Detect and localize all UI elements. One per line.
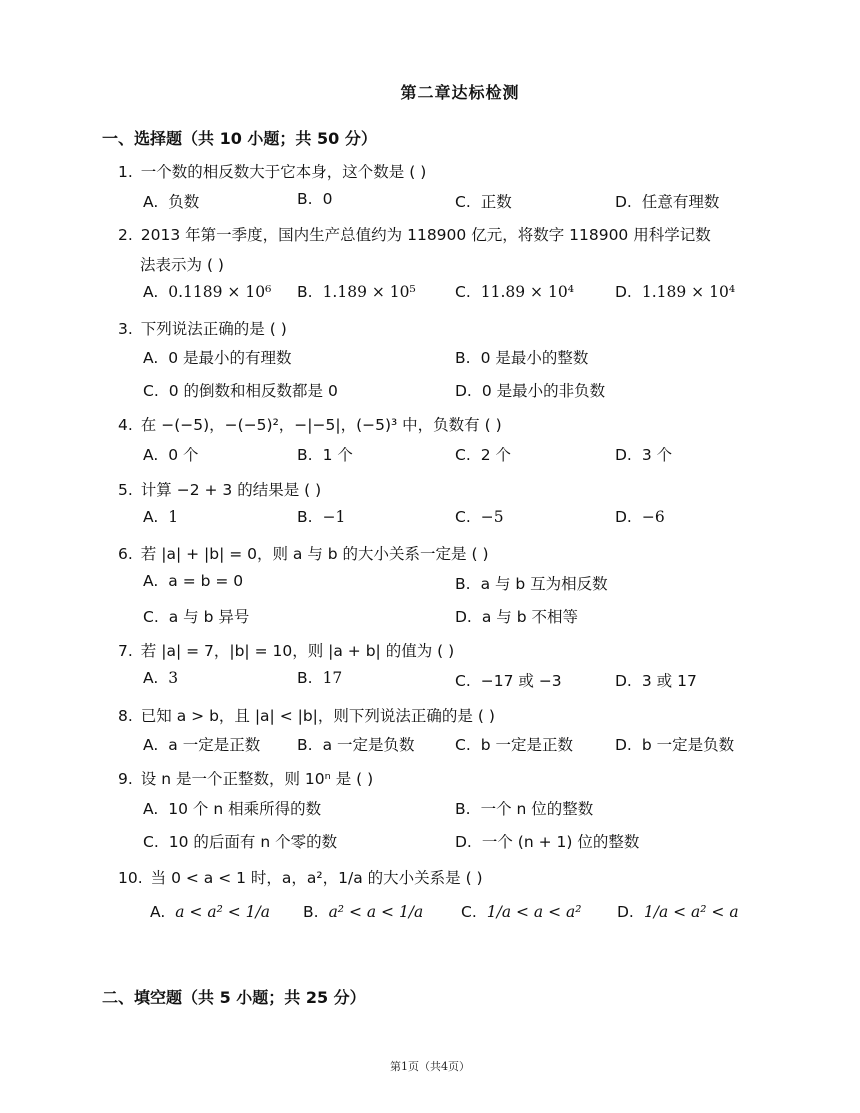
- option-4b: B. 1 个: [297, 446, 353, 464]
- page-title: 第二章达标检测: [400, 83, 520, 102]
- option-4a: A. 0 个: [143, 446, 199, 464]
- option-8a: A. a 一定是正数: [143, 736, 261, 754]
- option-5a: A. 1: [143, 508, 179, 526]
- option-3c: C. 0 的倒数和相反数都是 0: [143, 382, 338, 400]
- option-3a: A. 0 是最小的有理数: [143, 349, 292, 367]
- answer-blank: ( ): [269, 320, 287, 338]
- question-9: 9. 设 n 是一个正整数，则 10ⁿ 是 ( ): [118, 770, 374, 788]
- option-6b: B. a 与 b 互为相反数: [455, 575, 608, 593]
- option-1b: B. 0: [297, 190, 333, 208]
- page-footer: 第1页（共4页）: [390, 1060, 470, 1073]
- option-2b: B. 1.189 × 10⁵: [297, 283, 416, 301]
- section-heading-choice: 一、选择题（共 10 小题；共 50 分）: [102, 129, 377, 148]
- answer-blank: ( ): [356, 770, 374, 788]
- option-4d: D. 3 个: [615, 446, 673, 464]
- option-3b: B. 0 是最小的整数: [455, 349, 589, 367]
- option-2d: D. 1.189 × 10⁴: [615, 283, 736, 301]
- option-8c: C. b 一定是正数: [455, 736, 574, 754]
- option-9c: C. 10 的后面有 n 个零的数: [143, 833, 338, 851]
- question-5: 5. 计算 −2 + 3 的结果是 ( ): [118, 481, 322, 499]
- option-10b: B. a² < a < 1/a: [303, 903, 424, 921]
- option-8b: B. a 一定是负数: [297, 736, 415, 754]
- option-2c: C. 11.89 × 10⁴: [455, 283, 574, 301]
- option-5c: C. −5: [455, 508, 504, 526]
- question-10: 10. 当 0 < a < 1 时，a，a²，1/a 的大小关系是 ( ): [118, 869, 483, 887]
- option-10d: D. 1/a < a² < a: [617, 903, 739, 921]
- answer-blank: ( ): [304, 481, 322, 499]
- option-6c: C. a 与 b 异号: [143, 608, 250, 626]
- question-2-stem-line1: 2013 年第一季度，国内生产总值约为 118900 亿元，将数字 118900 用科学记数: [140, 226, 711, 244]
- option-7d: D. 3 或 17: [615, 672, 697, 690]
- option-1c: C. 正数: [455, 193, 512, 211]
- option-7b: B. 17: [297, 669, 343, 687]
- answer-blank: ( ): [206, 256, 224, 274]
- answer-blank: ( ): [484, 416, 502, 434]
- question-1: 1. 一个数的相反数大于它本身，这个数是 ( ): [118, 163, 427, 181]
- question-2-line2: 法表示为 ( ): [140, 256, 224, 274]
- option-5d: D. −6: [615, 508, 665, 526]
- section-heading-fill: 二、填空题（共 5 小题；共 25 分）: [102, 988, 366, 1007]
- option-9d: D. 一个 (n + 1) 位的整数: [455, 833, 640, 851]
- option-5b: B. −1: [297, 508, 346, 526]
- question-6: 6. 若 |a| + |b| = 0，则 a 与 b 的大小关系一定是 ( ): [118, 545, 489, 563]
- option-2a: A. 0.1189 × 10⁶: [143, 283, 272, 301]
- answer-blank: ( ): [471, 545, 489, 563]
- option-6d: D. a 与 b 不相等: [455, 608, 578, 626]
- answer-blank: ( ): [465, 869, 483, 887]
- question-7: 7. 若 |a| = 7，|b| = 10，则 |a + b| 的值为 ( ): [118, 642, 455, 660]
- answer-blank: ( ): [477, 707, 495, 725]
- question-4: 4. 在 −(−5)，−(−5)²，−|−5|，(−5)³ 中，负数有 ( ): [118, 416, 502, 434]
- option-9a: A. 10 个 n 相乘所得的数: [143, 800, 322, 818]
- question-2: 2. 2013 年第一季度，国内生产总值约为 118900 亿元，将数字 118900 用科学记数: [118, 226, 711, 244]
- option-7c: C. −17 或 −3: [455, 672, 562, 690]
- option-3d: D. 0 是最小的非负数: [455, 382, 606, 400]
- option-1a: A. 负数: [143, 193, 200, 211]
- option-1d: D. 任意有理数: [615, 193, 720, 211]
- option-4c: C. 2 个: [455, 446, 512, 464]
- answer-blank: ( ): [409, 163, 427, 181]
- question-3: 3. 下列说法正确的是 ( ): [118, 320, 287, 338]
- option-6a: A. a = b = 0: [143, 572, 244, 590]
- answer-blank: ( ): [437, 642, 455, 660]
- option-9b: B. 一个 n 位的整数: [455, 800, 594, 818]
- option-10a: A. a < a² < 1/a: [150, 903, 270, 921]
- option-8d: D. b 一定是负数: [615, 736, 735, 754]
- question-1-stem: 一个数的相反数大于它本身，这个数是: [140, 163, 405, 181]
- option-7a: A. 3: [143, 669, 179, 687]
- question-8: 8. 已知 a > b，且 |a| < |b|，则下列说法正确的是 ( ): [118, 707, 495, 725]
- option-10c: C. 1/a < a < a²: [461, 903, 582, 921]
